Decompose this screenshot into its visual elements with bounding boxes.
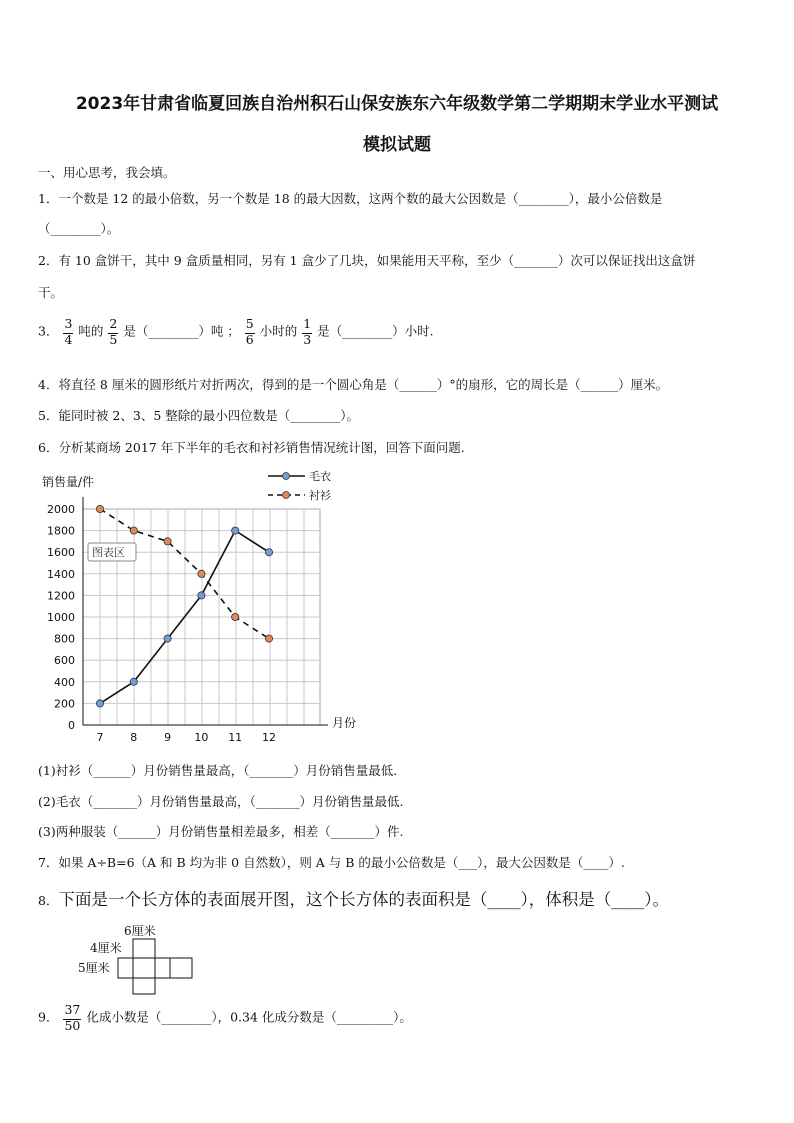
legend-label-sweater: 毛衣 — [309, 470, 331, 483]
question-4: 4．将直径 8 厘米的圆形纸片对折两次，得到的是一个圆心角是（______）°的扇形，它的周长是（______）厘米。 — [38, 377, 669, 392]
label-6cm: 6厘米 — [124, 924, 156, 938]
x-tick-label: 12 — [262, 731, 276, 744]
chart-area-label: 图表区 — [92, 546, 125, 559]
fraction: $\frac{1}{3}$ — [303, 316, 312, 347]
y-tick-label: 800 — [54, 632, 75, 646]
x-tick-label: 10 — [194, 731, 209, 744]
y-axis-label: 销售量/件 — [42, 475, 95, 489]
y-tick-label: 2000 — [47, 503, 75, 516]
question-7: 7．如果 A÷B=6（A 和 B 均为非 0 自然数），则 A 与 B 的最小公倍数是（___），最大公因数是（____）. — [38, 855, 625, 870]
data-point-series-1 — [265, 635, 272, 642]
x-tick-label: 11 — [228, 731, 243, 744]
chart-area-badge — [88, 543, 136, 561]
data-point-series-1 — [164, 538, 171, 545]
fraction: $\frac{5}{6}$ — [245, 316, 254, 347]
data-point-series-0 — [232, 527, 239, 534]
question-3: 3． $\frac{3}{4}$ 吨的 $\frac{2}{5}$ 是（________）吨 ； $\frac{5}{6}$ 小时的 $\frac{1}{3}$ 是（________）小时. — [38, 316, 434, 347]
question-6-sub2: (2)毛衣（_______）月份销售量最高，（_______）月份销售量最低. — [38, 794, 404, 809]
cuboid-net-diagram — [72, 922, 212, 997]
question-1-line2: （________）。 — [38, 221, 120, 236]
y-tick-label: 1000 — [47, 611, 75, 624]
data-point-series-0 — [96, 700, 103, 707]
question-1-line1: 1．一个数是 12 的最小倍数，另一个数是 18 的最大因数，这两个数的最大公因数是（________），最小公倍数是 — [38, 191, 663, 206]
y-tick-label: 1400 — [47, 567, 75, 581]
data-point-series-1 — [96, 505, 103, 512]
data-point-series-0 — [265, 549, 272, 556]
y-tick-label: 0 — [68, 719, 75, 732]
legend-label-shirt: 衬衫 — [309, 489, 331, 502]
data-point-series-0 — [164, 635, 171, 642]
legend-marker-sweater — [283, 473, 290, 480]
y-tick-label: 1200 — [47, 589, 75, 603]
question-5: 5．能同时被 2、3、5 整除的最小四位数是（________）。 — [38, 408, 360, 423]
question-6-sub1: (1)衬衫（______）月份销售量最高，（_______）月份销售量最低. — [38, 763, 398, 778]
y-tick-labels — [47, 503, 75, 732]
label-5cm: 5厘米 — [78, 961, 110, 975]
section-heading: 一、用心思考，我会填。 — [38, 165, 176, 180]
y-tick-label: 400 — [54, 675, 75, 689]
x-tick-label: 7 — [96, 731, 104, 744]
y-tick-label: 200 — [54, 697, 75, 711]
data-point-series-0 — [198, 592, 205, 599]
fraction: $\frac{2}{5}$ — [109, 316, 118, 347]
fraction: $\frac{37}{50}$ — [64, 1002, 81, 1033]
x-tick-label: 8 — [130, 731, 138, 744]
legend-marker-shirt — [283, 492, 290, 499]
question-2-line2: 干。 — [38, 285, 64, 300]
x-tick-label: 9 — [164, 731, 172, 744]
question-6-stem: 6．分析某商场 2017 年下半年的毛衣和衬衫销售情况统计图，回答下面问题. — [38, 440, 465, 455]
question-8: 8．下面是一个长方体的表面展开图，这个长方体的表面积是（____），体积是（____）。 — [38, 890, 669, 909]
question-6-sub3: (3)两种服装（______）月份销售量相差最多，相差（_______）件. — [38, 824, 404, 839]
sales-line-chart — [30, 462, 410, 752]
page-title: 2023年甘肃省临夏回族自治州积石山保安族东六年级数学第二学期期末学业水平测试 — [75, 94, 719, 114]
label-4cm: 4厘米 — [90, 941, 122, 955]
y-tick-label: 600 — [54, 654, 75, 668]
question-2-line1: 2．有 10 盒饼干，其中 9 盒质量相同，另有 1 盒少了几块，如果能用天平称，至少（_______）次可以保证找出这盒饼 — [38, 253, 696, 268]
fraction: $\frac{3}{4}$ — [64, 316, 73, 347]
legend — [268, 470, 331, 502]
data-point-series-1 — [198, 570, 205, 577]
data-point-series-1 — [130, 527, 137, 534]
page-title-line2: 模拟试题 — [363, 135, 431, 155]
data-point-series-1 — [232, 613, 239, 620]
question-9: 9． $\frac{37}{50}$ 化成小数是（________），0.34 化成分数是（_________）。 — [38, 1002, 412, 1033]
x-tick-labels — [97, 731, 277, 744]
x-axis-label: 月份 — [332, 716, 357, 730]
data-point-series-0 — [130, 678, 137, 685]
y-tick-label: 1600 — [47, 546, 75, 560]
y-tick-label: 1800 — [47, 524, 75, 538]
